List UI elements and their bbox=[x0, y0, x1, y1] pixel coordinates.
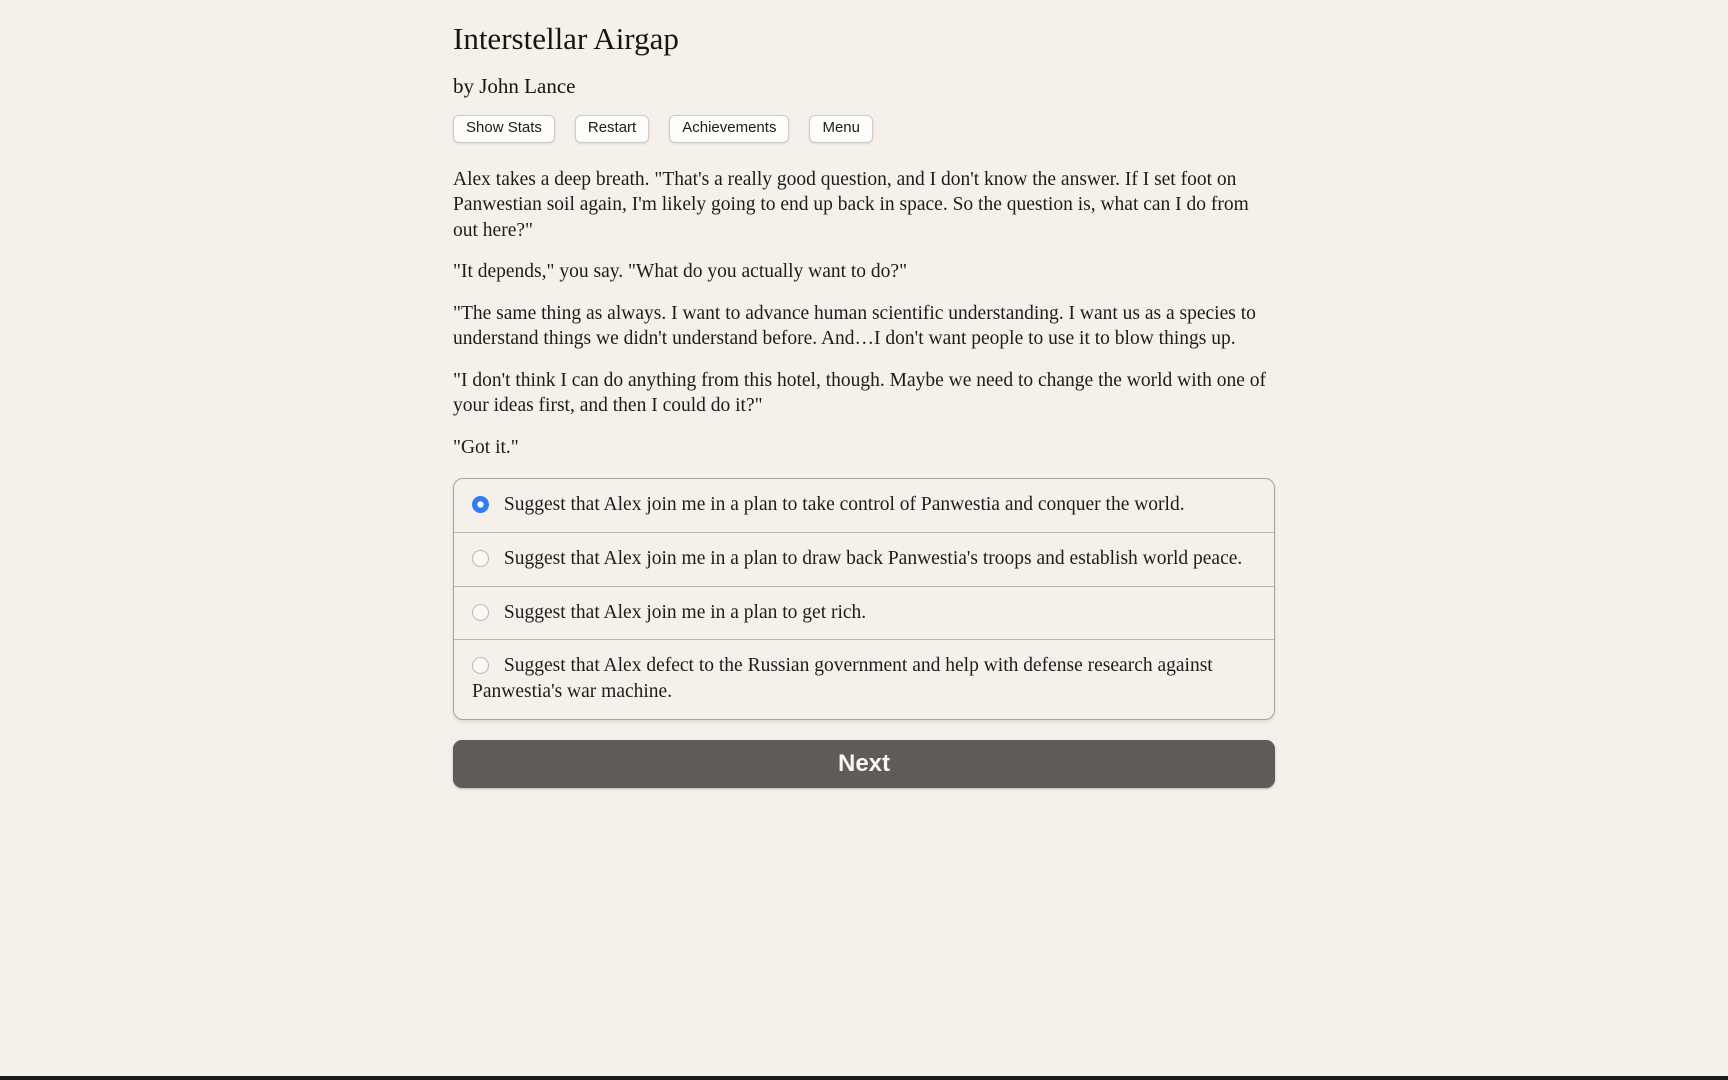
show-stats-button[interactable]: Show Stats bbox=[453, 115, 555, 143]
choice-label: Suggest that Alex join me in a plan to draw back Panwestia's troops and establish world peace. bbox=[503, 548, 1243, 570]
story-paragraph: "It depends," you say. "What do you actually want to do?" bbox=[453, 261, 908, 283]
story-paragraph: "I don't think I can do anything from this hotel, though. Maybe we need to change the world with one of your ideas first, and then I could do it?" bbox=[453, 369, 1266, 417]
choice-option[interactable] bbox=[454, 586, 1274, 640]
choice-option[interactable] bbox=[454, 639, 1274, 718]
menu-button[interactable]: Menu bbox=[809, 115, 873, 143]
restart-button[interactable]: Restart bbox=[575, 115, 649, 143]
story-text bbox=[453, 167, 1275, 461]
choice-label: Suggest that Alex defect to the Russian government and help with defense research against Panwestia's war machine. bbox=[472, 655, 1213, 703]
choice-radio[interactable] bbox=[472, 604, 489, 621]
choice-radio[interactable] bbox=[472, 496, 489, 513]
achievements-button[interactable]: Achievements bbox=[669, 115, 789, 143]
next-button[interactable]: Next bbox=[453, 740, 1275, 788]
author-byline: by John Lance bbox=[453, 73, 576, 98]
page-title: Interstellar Airgap bbox=[453, 21, 679, 56]
choice-option[interactable] bbox=[454, 532, 1274, 586]
story-paragraph: Alex takes a deep breath. "That's a really good question, and I don't know the answer. If I set foot on Panwestian soil again, I'm likely going to end up back in space. So the question is, what can I do from out here?" bbox=[453, 168, 1249, 241]
choice-list bbox=[453, 478, 1275, 720]
story-page bbox=[453, 0, 1275, 788]
choice-radio[interactable] bbox=[472, 550, 489, 567]
choice-option[interactable] bbox=[454, 479, 1274, 532]
toolbar bbox=[453, 115, 1275, 143]
choice-label: Suggest that Alex join me in a plan to get rich. bbox=[503, 601, 867, 623]
story-paragraph: "Got it." bbox=[453, 436, 519, 458]
choice-radio[interactable] bbox=[472, 657, 489, 674]
choice-label: Suggest that Alex join me in a plan to take control of Panwestia and conquer the world. bbox=[503, 494, 1185, 516]
screen-bottom-edge bbox=[0, 1076, 1728, 1080]
story-paragraph: "The same thing as always. I want to advance human scientific understanding. I want us as a species to understand things we didn't understand before. And…I don't want people to use it to blow things up. bbox=[453, 302, 1256, 350]
